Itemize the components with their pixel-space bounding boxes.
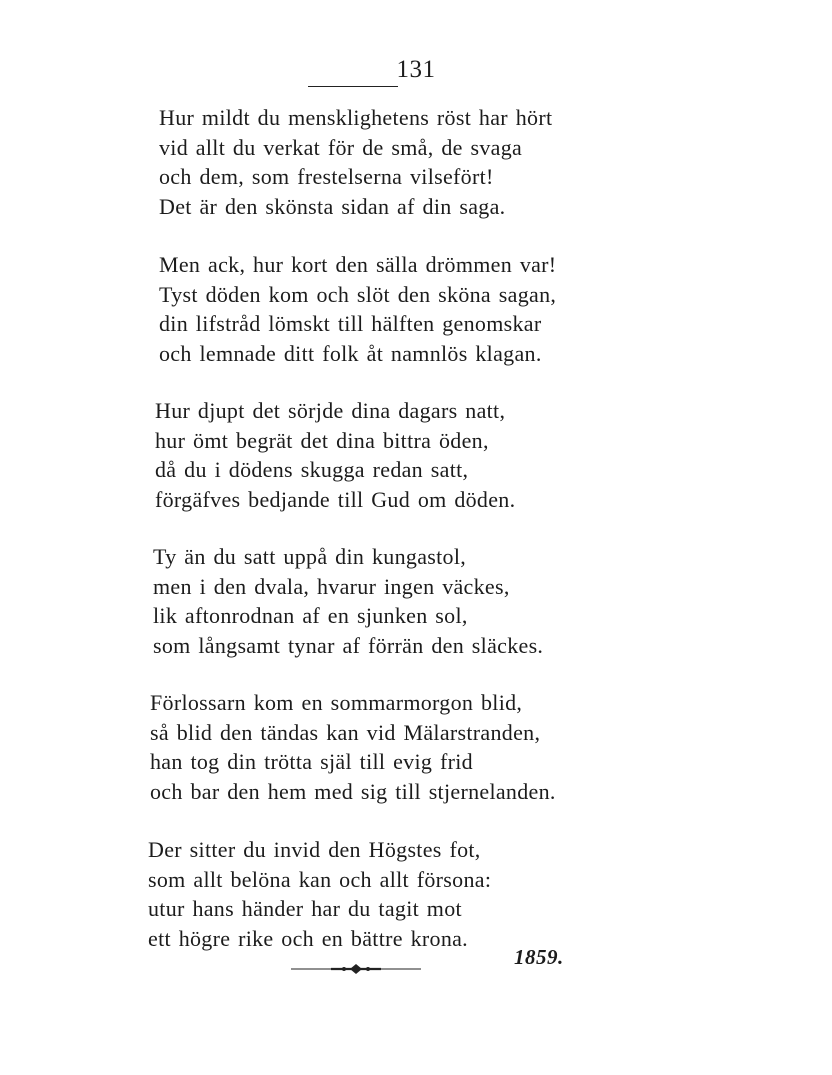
page-number-rule xyxy=(308,86,398,87)
poem-line: som långsamt tynar af förrän den släckes. xyxy=(153,632,544,658)
end-ornament-divider xyxy=(291,962,421,976)
poem-line: han tog din trötta själ till evig frid xyxy=(150,749,473,774)
poem-line: men i den dvala, hvarur ingen väckes, xyxy=(153,573,510,599)
poem-line: och dem, som frestelserna vilsefört! xyxy=(159,164,494,189)
stanza-6 xyxy=(148,835,491,953)
poem-line: Der sitter du invid den Högstes fot, xyxy=(148,837,481,862)
poem-line: din lifstråd lömskt till hälften genomskar xyxy=(159,311,542,336)
stanza-1 xyxy=(159,103,552,221)
poem-line: Hur djupt det sörjde dina dagars natt, xyxy=(155,398,506,423)
poem-date: 1859. xyxy=(514,945,564,969)
stanza-3 xyxy=(155,396,515,514)
poem-line: och lemnade ditt folk åt namnlös klagan. xyxy=(159,340,542,366)
poem-line: Tyst döden kom och slöt den sköna sagan, xyxy=(159,281,557,307)
poem-line: Förlossarn kom en sommarmorgon blid, xyxy=(150,690,523,715)
poem-line: lik aftonrodnan af en sjunken sol, xyxy=(153,603,468,628)
stanza-2 xyxy=(159,250,556,368)
poem-line: utur hans händer har du tagit mot xyxy=(148,896,462,921)
page-number: 131 xyxy=(396,56,436,83)
poem-line: Men ack, hur kort den sälla drömmen var! xyxy=(159,252,557,277)
poem-line: och bar den hem med sig till stjernelanden. xyxy=(150,778,556,804)
poem-line: då du i dödens skugga redan satt, xyxy=(155,457,469,482)
poem-line: som allt belöna kan och allt försona: xyxy=(148,866,492,892)
poem-line: Hur mildt du mensklighetens röst har hört xyxy=(159,105,553,130)
poem-line: vid allt du verkat för de små, de svaga xyxy=(159,134,523,160)
stanza-5 xyxy=(150,688,556,806)
poem-line: Det är den skönsta sidan af din saga. xyxy=(159,193,506,219)
poem-line: så blid den tändas kan vid Mälarstranden, xyxy=(150,719,541,745)
poem-line: Ty än du satt uppå din kungastol, xyxy=(153,544,467,569)
stanza-4 xyxy=(153,542,543,660)
poem-line: förgäfves bedjande till Gud om döden. xyxy=(155,486,516,512)
poem-line: ett högre rike och en bättre krona. xyxy=(148,925,468,951)
poem-line: hur ömt begrät det dina bittra öden, xyxy=(155,427,489,453)
